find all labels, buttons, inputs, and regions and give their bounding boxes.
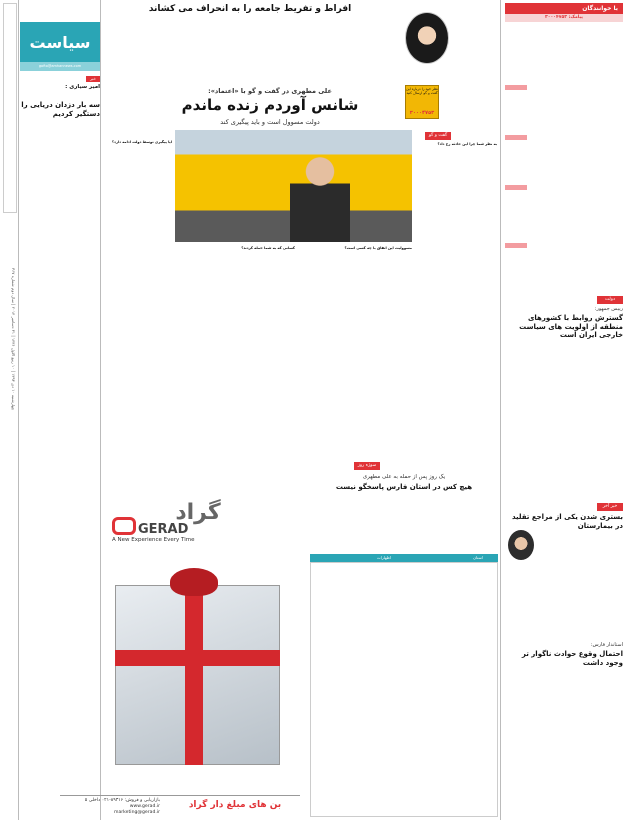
gift-ribbon [185,585,203,765]
news-tag: خبر [86,76,100,82]
gerad-logo-icon [112,517,136,535]
section-tag-dolat: دولت [597,296,623,304]
feature-body-col3 [300,246,412,454]
feature-body-col4 [415,142,497,455]
interview-question: به نظر شما چرا این حادثه رخ داد؟ [437,142,497,146]
reader-message [505,92,623,132]
ad-slogan: بن های مبلغ دار گراد [188,800,282,810]
news-headline: سه بار دزدان دریایی را دستگیر کردیم [21,101,100,118]
reader-message [505,192,623,240]
table-header [310,554,498,562]
author-portrait [405,12,449,64]
news-kicker: امیر سیاری : [65,84,100,90]
sec1-body [505,334,623,494]
interview-question: کسانی که به شما حمله کردند؟ [241,246,295,250]
sec3-body [505,666,623,816]
statements-table [310,562,498,817]
feature-headline: شانس آوردم زنده ماندم [181,96,359,114]
section-logo [20,3,100,21]
ad-divider [60,795,300,796]
sms-feedback-label: نظر خود را درباره این گفت و گو ارسال کنید [406,87,438,95]
reader-message [505,250,623,280]
section-tag-last-news: خبر آخر [597,503,623,511]
section-title: سیاست [20,22,100,62]
message-time-stamp [505,243,527,248]
readers-sms-number: پیامک: ۳۰۰۰۴۷۵۳ [505,14,623,22]
feature-kicker: علی مطهری در گفت و گو با «اعتماد»: [208,87,332,95]
feature-deck: دولت مسوول است و باید پیگیری کند [220,118,320,126]
message-time-stamp [505,135,527,140]
interview-question: مسوولیت این اتفاق با چه کسی است؟ [344,246,412,250]
table-header-cell: اظهارات [376,555,392,560]
sms-number: ۳۰۰۰۴۷۵۳ [409,110,435,116]
top-story-body [100,16,400,82]
gift-ribbon [115,650,280,666]
box-body [310,496,498,552]
ad-contact [30,798,160,816]
box-headline: هیچ کس در استان فارس پاسخگو نیست [335,483,473,491]
box-kicker: یک روز پس از حمله به علی مطهری [362,474,446,480]
reader-message [505,26,623,81]
news-body [22,122,98,382]
sec1-headline: گسترش روابط با کشورهای منطقه از اولویت های سیاست خارجی ایران است [519,314,623,339]
reader-message [505,142,623,182]
readers-column-header: با خوانندگان [505,3,623,14]
ad-email: marketing@gerad.ir [114,810,160,815]
column-divider [500,0,501,820]
table-header-cell: استان [473,555,483,560]
message-time-stamp [505,185,527,190]
section-tag: گفت و گو [425,132,451,140]
column-divider [18,0,19,820]
sec3-kicker: استاندار فارس: [590,642,623,648]
sec1-kicker: رییس جمهور: [594,306,623,312]
ad-phone: بازاریابی و فروش: ۸۹۳۱۶-۰۲۱ داخلی ۵ [84,798,160,803]
sec2-headline: بستری شدن یکی از مراجع تقلید در بیمارستان [511,513,623,530]
feature-body-col1 [100,140,172,445]
ad-brand-fa: گراد [175,500,221,525]
message-time-stamp [505,85,527,90]
sec3-headline: احتمال وقوع حوادث ناگوار تر وجود داشت [521,650,623,667]
interview-question: آیا پیگیری توسط دولت ادامه دارد؟ [111,140,172,144]
issue-date: چهارشنبه ۱۰ دی ۱۳۹۳ | ۱۰ ربیع الاول ۱۴۳۶ | ۳۱ دسامبر ۲۰۱۴ | سال دوم شماره ۳۶۷ [11,267,16,410]
feature-body-col2 [175,246,295,454]
top-story-headline: افراط و تفریط جامعه را به انحراف می کشاند [148,4,352,14]
ad-website: www.gerad.ir [129,804,160,809]
sec2-body [505,534,595,634]
section-email: gofto@amhannews.com [20,62,100,71]
feature-photo-person [290,148,350,242]
box-tag: سوژه روز [354,462,380,470]
gift-bow [170,568,218,596]
ad-tagline: A New Experience Every Time [112,537,195,543]
ad-brand-en: GERAD [138,522,189,537]
